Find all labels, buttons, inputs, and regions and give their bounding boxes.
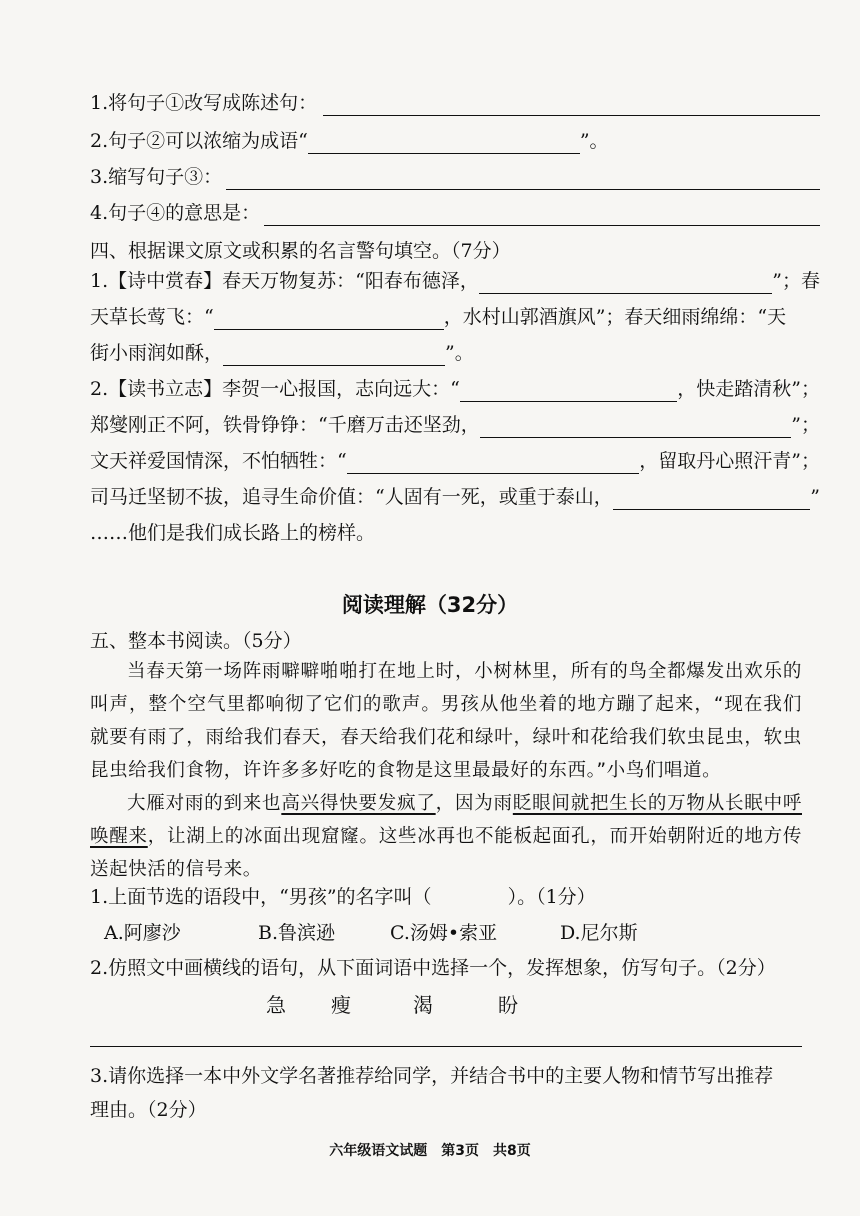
question-idiom-end: ”。 <box>579 130 609 152</box>
question-idiom-label: 2.句子②可以浓缩为成语“ <box>90 130 308 152</box>
answer-blank[interactable] <box>347 453 640 474</box>
question-meaning <box>90 200 820 226</box>
question-text: ）。（1分） <box>507 886 596 908</box>
question-meaning-label: 4.句子④的意思是： <box>90 202 261 224</box>
word-choice: 盼 <box>498 993 518 1017</box>
fill-text: 郑燮刚正不阿，铁骨铮铮：“千磨万击还坚劲， <box>90 414 480 436</box>
section5-heading: 五、整本书阅读。（5分） <box>90 630 302 652</box>
answer-blank[interactable] <box>214 309 444 330</box>
question-rewrite <box>90 90 820 116</box>
question-shorten <box>90 164 820 190</box>
fill-text: ”。 <box>445 342 474 364</box>
question-name <box>90 884 820 910</box>
passage-paragraph-1: 当春天第一场阵雨噼噼啪啪打在地上时，小树林里，所有的鸟全都爆发出欢乐的叫声，整个空气里都响彻了它们的歌声。男孩从他坐着的地方蹦了起来，“现在我们就要有雨了，雨给我们春天，春天给我们花和绿叶，绿叶和花给我们软虫昆虫，软虫昆虫给我们食物，许许多多好吃的食物是这里最最好的东西。”小鸟们唱道。 <box>90 661 802 781</box>
passage-paragraph-2 <box>90 787 802 886</box>
section-title: 阅读理解（32分） <box>341 593 519 617</box>
answer-blank[interactable] <box>480 417 792 438</box>
answer-blank[interactable] <box>223 345 445 366</box>
fill-line <box>90 304 820 330</box>
fill-text: 司马迁坚韧不拔，追寻生命价值：“人固有一死，或重于泰山， <box>90 486 613 508</box>
fill-line <box>90 484 820 510</box>
fill-text: 2.【读书立志】李贺一心报国，志向远大：“ <box>90 378 460 400</box>
underlined-phrase: 高兴得快要发疯了 <box>281 793 436 814</box>
page-footer: 六年级语文试题 第3页 共8页 <box>329 1143 531 1159</box>
passage-text: ，因为雨 <box>435 793 513 814</box>
fill-text: 街小雨润如酥， <box>90 342 224 364</box>
answer-blank[interactable] <box>479 273 772 294</box>
fill-line <box>90 268 820 294</box>
underlined-phrase: 眨眼间就把生长的万物从长眠中呼唤醒来 <box>90 793 802 847</box>
question-recommend: 3.请你选择一本中外文学名著推荐给同学，并结合书中的主要人物和情节写出推荐 <box>90 1065 774 1087</box>
section4-heading: 四、根据课文原文或积累的名言警句填空。（7分） <box>90 240 511 262</box>
question-text: 1.上面节选的语段中，“男孩”的名字叫（ <box>90 886 432 908</box>
answer-blank[interactable] <box>460 381 677 402</box>
answer-blank[interactable] <box>323 95 820 116</box>
option-b[interactable]: B.鲁滨逊 <box>258 922 336 944</box>
option-c[interactable]: C.汤姆•索亚 <box>390 922 498 944</box>
fill-text: ，快走踏清秋”； <box>677 378 820 400</box>
word-choice: 渴 <box>413 993 433 1017</box>
fill-line-end: ……他们是我们成长路上的榜样。 <box>90 522 376 544</box>
fill-text: 文天祥爱国情深，不怕牺牲：“ <box>90 450 347 472</box>
passage-text: 大雁对雨的到来也 <box>127 793 282 814</box>
option-a[interactable]: A.阿廖沙 <box>104 922 181 944</box>
answer-blank[interactable] <box>613 489 811 510</box>
fill-text: 1.【诗中赏春】春天万物复苏：“阳春布德泽， <box>90 270 479 292</box>
fill-line <box>90 340 820 366</box>
answer-line[interactable] <box>90 1046 802 1047</box>
question-imitate: 2.仿照文中画横线的语句，从下面词语中选择一个，发挥想象，仿写句子。（2分） <box>90 957 776 979</box>
fill-text: ”； <box>791 414 820 436</box>
fill-text: ” <box>810 486 820 508</box>
word-choice: 急 <box>266 993 286 1017</box>
word-choice: 瘦 <box>331 993 351 1017</box>
fill-text: 天草长莺飞：“ <box>90 306 214 328</box>
answer-blank[interactable] <box>308 133 580 154</box>
option-d[interactable]: D.尼尔斯 <box>560 922 638 944</box>
fill-text: ，留取丹心照汗青”； <box>639 450 820 472</box>
fill-text: ”；春 <box>772 270 820 292</box>
fill-line <box>90 412 820 438</box>
answer-blank[interactable] <box>226 169 820 190</box>
question-recommend-cont: 理由。（2分） <box>90 1099 207 1121</box>
fill-line <box>90 376 820 402</box>
fill-text: ，水村山郭酒旗风”；春天细雨绵绵：“天 <box>443 306 787 328</box>
question-rewrite-label: 1.将句子①改写成陈述句： <box>90 92 318 114</box>
question-idiom <box>90 128 820 154</box>
question-shorten-label: 3.缩写句子③： <box>90 166 223 188</box>
answer-blank[interactable] <box>264 205 820 226</box>
passage-text: ，让湖上的冰面出现窟窿。这些冰再也不能板起面孔，而开始朝附近的地方传送起快活的信号来。 <box>90 826 802 880</box>
fill-line <box>90 448 820 474</box>
